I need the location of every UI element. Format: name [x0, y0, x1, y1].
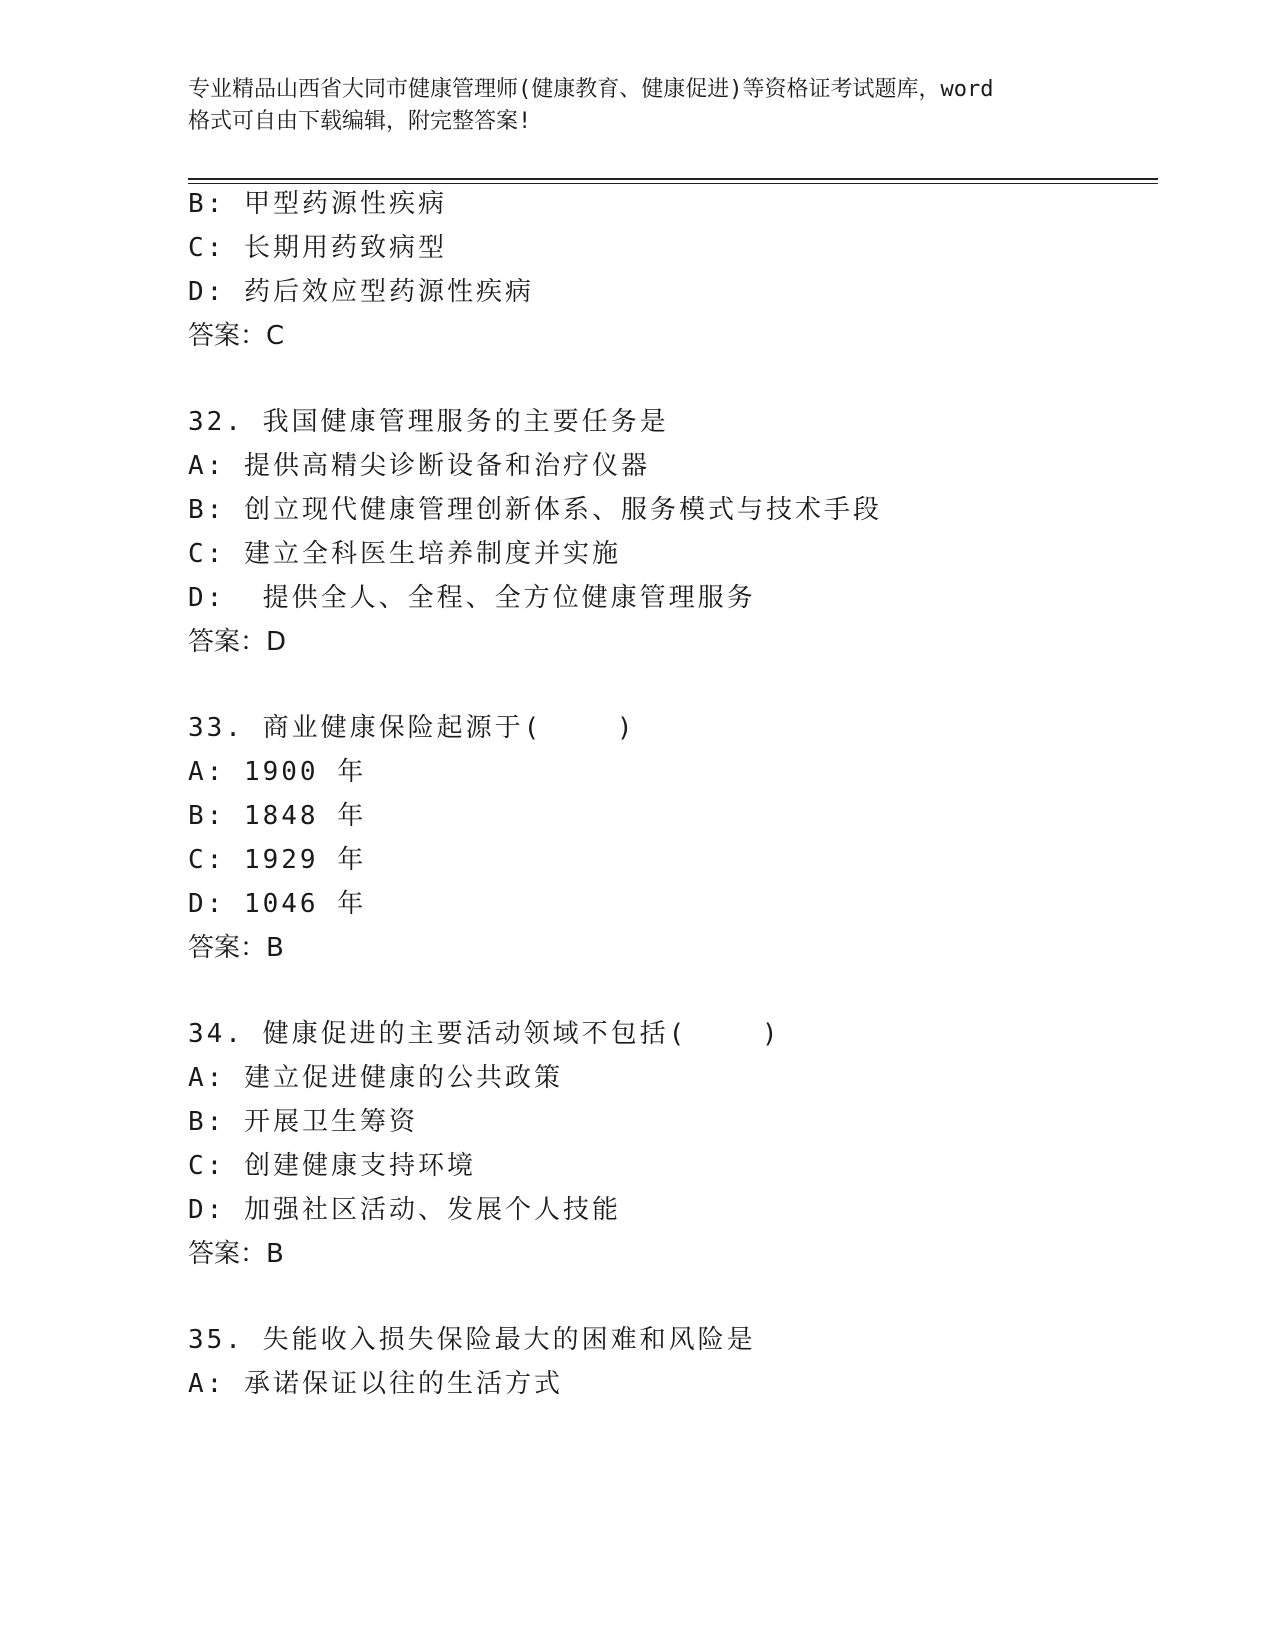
- q33-option-c: C: 1929 年: [188, 845, 367, 875]
- prev-option-b: B: 甲型药源性疾病: [188, 189, 447, 219]
- q35-question: 35. 失能收入损失保险最大的困难和风险是: [188, 1325, 756, 1355]
- q34-option-a: A: 建立促进健康的公共政策: [188, 1063, 563, 1093]
- q33-option-b: B: 1848 年: [188, 801, 367, 831]
- header-divider-thick: [188, 178, 1158, 180]
- prev-option-d: D: 药后效应型药源性疾病: [188, 277, 534, 307]
- header-divider-thin: [188, 183, 1158, 184]
- q34-option-b: B: 开展卫生筹资: [188, 1107, 418, 1137]
- prev-answer: 答案：C: [188, 321, 285, 351]
- q35-option-a: A: 承诺保证以往的生活方式: [188, 1369, 563, 1399]
- q32-option-b: B: 创立现代健康管理创新体系、服务模式与技术手段: [188, 495, 882, 525]
- q32-option-a: A: 提供高精尖诊断设备和治疗仪器: [188, 451, 650, 481]
- header-line-2: 格式可自由下载编辑，附完整答案!: [188, 109, 532, 134]
- header-line-1: 专业精品山西省大同市健康管理师(健康教育、健康促进)等资格证考试题库，word: [188, 77, 994, 102]
- q32-option-c: C: 建立全科医生培养制度并实施: [188, 539, 621, 569]
- prev-option-c: C: 长期用药致病型: [188, 233, 447, 263]
- q32-question: 32. 我国健康管理服务的主要任务是: [188, 407, 669, 437]
- q32-option-d: D: 提供全人、全程、全方位健康管理服务: [188, 583, 756, 613]
- q32-answer: 答案：D: [188, 627, 287, 657]
- q33-option-d: D: 1046 年: [188, 889, 367, 919]
- q33-question: 33. 商业健康保险起源于( ): [188, 713, 636, 743]
- q34-answer: 答案：B: [188, 1239, 284, 1269]
- q33-option-a: A: 1900 年: [188, 757, 367, 787]
- q34-option-c: C: 创建健康支持环境: [188, 1151, 476, 1181]
- q34-option-d: D: 加强社区活动、发展个人技能: [188, 1195, 621, 1225]
- document-header: [188, 74, 1088, 138]
- q33-answer: 答案：B: [188, 933, 284, 963]
- q34-question: 34. 健康促进的主要活动领域不包括( ): [188, 1019, 781, 1049]
